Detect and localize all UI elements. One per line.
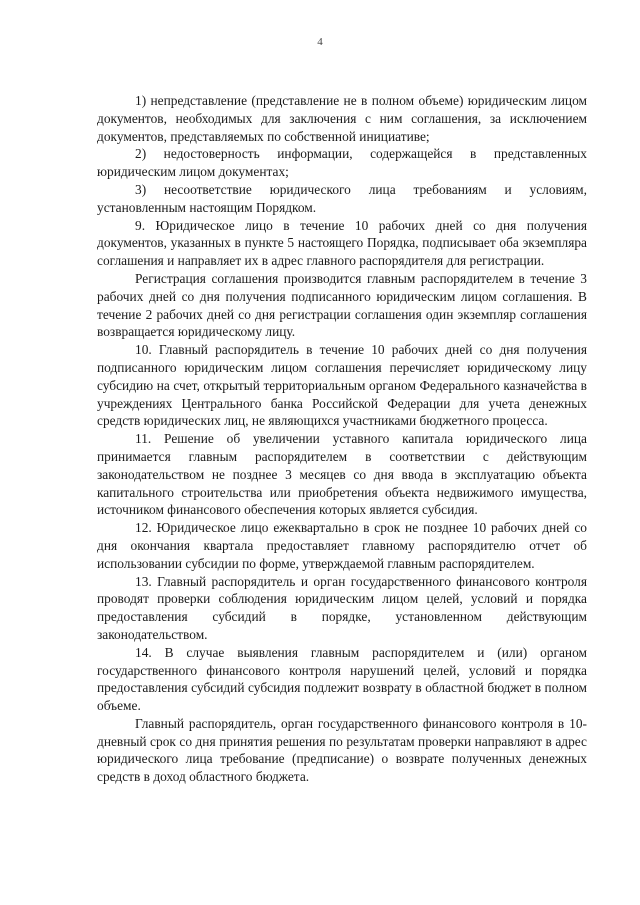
paragraph-clause-14: 14. В случае выявления главным распорядителем и (или) органом государственного финансового контроля нарушений целей, условий и порядка предоставления субсидий субсидия подлежит возврату в областной бюджет в полном объеме. bbox=[97, 644, 587, 714]
paragraph-clause-12: 12. Юридическое лицо ежеквартально в срок не позднее 10 рабочих дней со дня окончания квартала предоставляет главному распорядителю отчет об использовании субсидии по форме, утверждаемой главным распорядителем. bbox=[97, 520, 587, 571]
paragraph-clause-13: 13. Главный распорядитель и орган государственного финансового контроля проводят проверки соблюдения юридическим лицом целей, условий и порядка предоставления субсидий в порядке, установленном действующим законодательством. bbox=[97, 573, 587, 642]
paragraph-registration: Регистрация соглашения производится главным распорядителем в течение 3 рабочих дней со дня получения подписанного юридическим лицом соглашения. В течение 2 рабочих дней со дня регистрации соглашения один экземпляр соглашения возвращается юридическому лицу. bbox=[97, 270, 587, 340]
paragraph-refund-demand: Главный распорядитель, орган государственного финансового контроля в 10-дневный срок со дня принятия решения по результатам проверки направляют в адрес юридического лица требование (предписание) о возврате полученных денежных средств в доход областного бюджета. bbox=[97, 715, 587, 785]
paragraph-clause-10: 10. Главный распорядитель в течение 10 рабочих дней со дня получения подписанного юридическим лицом соглашения перечисляет юридическому лицу субсидию на счет, открытый территориальным органом Федерального казначейства в учреждениях Центрального банка Российской Федерации для учета денежных средств юридических лиц, не являющихся участниками бюджетного процесса. bbox=[97, 342, 587, 429]
document-body bbox=[97, 92, 587, 786]
paragraph-item-3-non-compliance: 3) несоответствие юридического лица требованиям и условиям, установленным настоящим Порядком. bbox=[97, 181, 587, 215]
paragraph-item-2-unreliable-info: 2) недостоверность информации, содержащейся в представленных юридическим лицом документах; bbox=[97, 146, 587, 180]
paragraph-clause-11: 11. Решение об увеличении уставного капитала юридического лица принимается главным распорядителем в соответствии с действующим законодательством не позднее 3 месяцев со дня ввода в эксплуатацию объекта капитального строительства или приобретения объекта недвижимого имущества, источником финансового обеспечения которых является субсидия. bbox=[97, 431, 587, 518]
paragraph-clause-9: 9. Юридическое лицо в течение 10 рабочих дней со дня получения документов, указанных в пункте 5 настоящего Порядка, подписывает оба экземпляра соглашения и направляет их в адрес главного распорядителя для регистрации. bbox=[97, 217, 587, 269]
paragraph-item-1-non-submission: 1) непредставление (представление не в полном объеме) юридическим лицом документов, необходимых для заключения с ним соглашения, за исключением документов, представляемых по собственной инициативе; bbox=[97, 93, 587, 144]
page-number: 4 bbox=[317, 36, 323, 48]
